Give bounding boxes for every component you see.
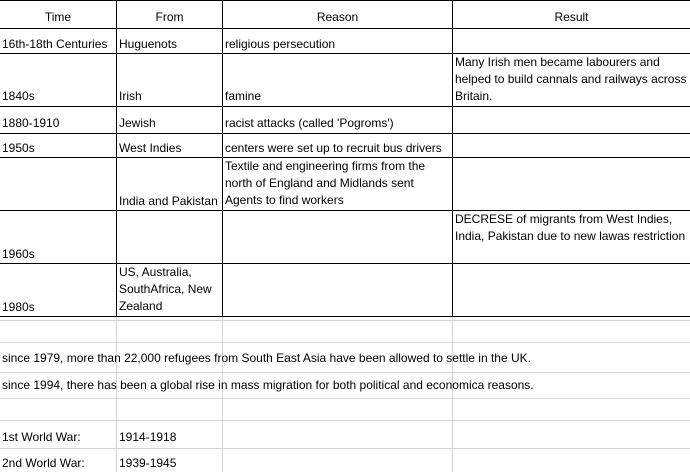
note-text[interactable]: since 1979, more than 22,000 refugees from South East Asia have been allowed to settle in the UK. bbox=[2, 351, 531, 365]
cell-result[interactable]: Many Irish men became labourers and helped to build cannals and railways across Britain. bbox=[455, 55, 687, 103]
war-years[interactable]: 1939-1945 bbox=[119, 456, 177, 470]
gridline bbox=[0, 342, 690, 343]
cell-reason[interactable]: racist attacks (called 'Pogroms') bbox=[225, 116, 394, 130]
gridline bbox=[0, 420, 690, 421]
cell-result[interactable]: DECRESE of migrants from West Indies, India, Pakistan due to new lawas restriction bbox=[455, 212, 686, 243]
header-reason[interactable]: Reason bbox=[316, 10, 359, 24]
cell-from[interactable]: India and Pakistan bbox=[119, 194, 218, 208]
cell-time[interactable]: 1960s bbox=[2, 247, 35, 261]
cell-reason[interactable]: famine bbox=[225, 89, 262, 103]
table-border bbox=[0, 0, 690, 1]
cell-time[interactable]: 1840s bbox=[2, 89, 35, 103]
cell-from[interactable]: Irish bbox=[119, 89, 142, 103]
cell-time[interactable]: 1950s bbox=[2, 141, 35, 155]
table-border bbox=[452, 0, 453, 317]
gridline bbox=[0, 448, 690, 449]
header-from[interactable]: From bbox=[155, 10, 184, 24]
gridline bbox=[0, 320, 690, 321]
table-border bbox=[0, 28, 690, 29]
gridline bbox=[0, 398, 690, 399]
cell-from[interactable]: Jewish bbox=[119, 116, 156, 130]
note-text[interactable]: since 1994, there has been a global rise in mass migration for both political and economica reasons. bbox=[2, 378, 534, 392]
cell-reason[interactable]: religious persecution bbox=[225, 37, 336, 51]
table-border bbox=[0, 316, 690, 317]
table-border bbox=[0, 106, 690, 107]
cell-from[interactable]: Huguenots bbox=[119, 37, 178, 51]
gridline bbox=[0, 372, 690, 373]
cell-time[interactable]: 16th-18th Centuries bbox=[2, 37, 108, 51]
header-result[interactable]: Result bbox=[554, 10, 589, 24]
cell-time[interactable]: 1880-1910 bbox=[2, 116, 60, 130]
table-border bbox=[0, 133, 690, 134]
cell-from[interactable]: US, Australia, SouthAfrica, New Zealand bbox=[119, 265, 212, 313]
header-time[interactable]: Time bbox=[44, 10, 72, 24]
cell-time[interactable]: 1980s bbox=[2, 300, 35, 314]
war-years[interactable]: 1914-1918 bbox=[119, 430, 177, 444]
war-label[interactable]: 2nd World War: bbox=[2, 456, 85, 470]
cell-reason[interactable]: centers were set up to recruit bus drivers bbox=[225, 141, 442, 155]
cell-reason[interactable]: Textile and engineering firms from the north of England and Midlands sent Agents to find workers bbox=[225, 159, 426, 207]
war-label[interactable]: 1st World War: bbox=[2, 430, 81, 444]
cell-from[interactable]: West Indies bbox=[119, 141, 182, 155]
table-border bbox=[0, 263, 690, 264]
